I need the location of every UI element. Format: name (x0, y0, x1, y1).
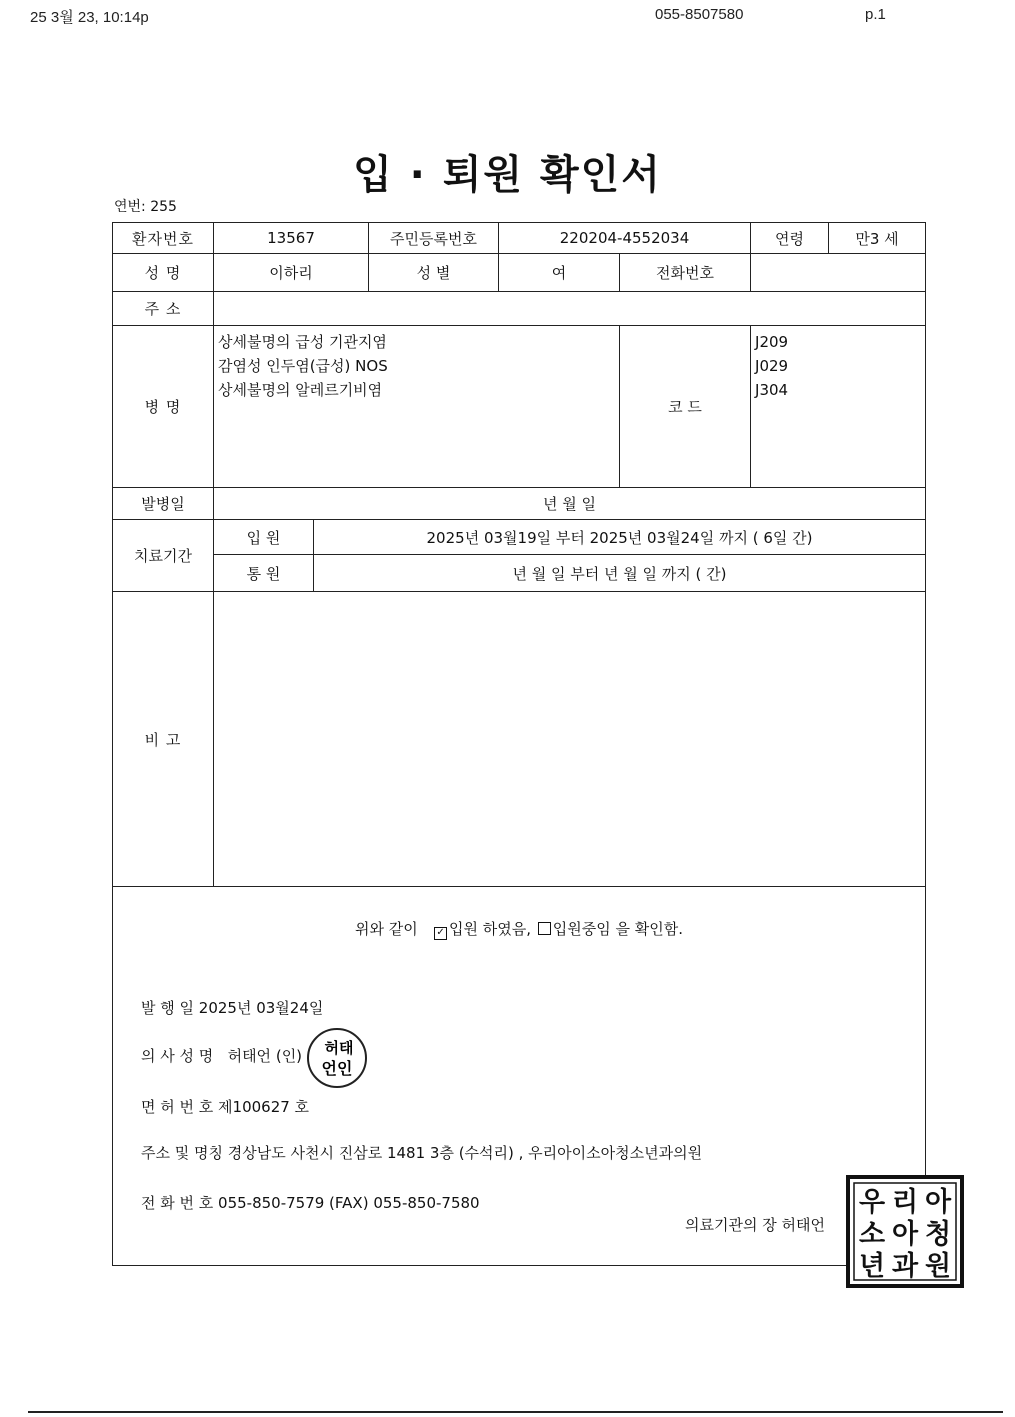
check-mark-icon: ✓ (436, 927, 445, 938)
seal-mark: (인) (275, 1047, 303, 1065)
document-title: 입 · 퇴원 확인서 (353, 152, 662, 198)
label-name: 성 명 (113, 254, 214, 292)
row-address (113, 292, 926, 326)
label-age: 연령 (751, 223, 829, 254)
label-disease: 병 명 (113, 326, 214, 488)
fax-phone: 055-8507580 (655, 6, 744, 23)
certification-section (112, 886, 926, 1266)
diagnosis-code: J304 (755, 381, 789, 399)
row-patient-info (113, 223, 926, 254)
diagnosis-name: 상세불명의 알레르기비염 (218, 381, 383, 399)
row-disease (113, 326, 926, 488)
svg-text:아: 아 (924, 1187, 952, 1218)
fax-page: p.1 (865, 6, 886, 23)
label-phone: 전화번호 (620, 254, 751, 292)
label-outpatient: 통 원 (214, 555, 314, 592)
label-onset: 발병일 (113, 488, 214, 520)
svg-text:아: 아 (891, 1219, 919, 1250)
label-code: 코 드 (620, 326, 751, 488)
label-sex: 성 별 (369, 254, 499, 292)
diagnosis-name: 감염성 인두염(급성) NOS (218, 357, 388, 375)
checked-checkbox (434, 927, 447, 940)
value-age: 만3 세 (829, 223, 926, 254)
doctor-name-line (141, 1045, 302, 1066)
value-address (214, 292, 926, 326)
value-patient-no: 13567 (214, 223, 369, 254)
value-remarks (214, 592, 926, 887)
label-inpatient: 입 원 (214, 520, 314, 555)
label-resident-no: 주민등록번호 (369, 223, 499, 254)
row-outpatient (113, 555, 926, 592)
value-outpatient-period: 년 월 일 부터 년 월 일 까지 ( 간) (314, 555, 926, 592)
value-name: 이하리 (214, 254, 369, 292)
doctor-name: 허태언 (227, 1047, 272, 1065)
label-remarks: 비 고 (113, 592, 214, 887)
license-number: 면 허 번 호 제100627 호 (141, 1098, 310, 1116)
svg-text:소: 소 (858, 1219, 886, 1250)
fax-datetime: 25 3월 23, 10:14p (30, 9, 149, 26)
svg-text:언인: 언인 (321, 1059, 353, 1078)
diagnosis-code: J029 (755, 357, 789, 375)
confirm-option-inpatient: 입원중임 을 확인함. (552, 920, 684, 938)
row-name (113, 254, 926, 292)
issue-date: 발 행 일 2025년 03월24일 (141, 999, 324, 1017)
label-patient-no: 환자번호 (113, 223, 214, 254)
code-list (751, 326, 926, 488)
label-treatment-period: 치료기간 (113, 520, 214, 592)
value-inpatient-period: 2025년 03월19일 부터 2025년 03월24일 까지 ( 6일 간) (314, 520, 926, 555)
row-inpatient (113, 520, 926, 555)
confirm-prefix: 위와 같이 (354, 920, 418, 938)
svg-text:허태: 허태 (324, 1039, 354, 1057)
svg-text:년: 년 (858, 1251, 886, 1282)
doctor-seal-icon (301, 1026, 373, 1090)
svg-text:원: 원 (924, 1251, 952, 1282)
diagnosis-name: 상세불명의 급성 기관지염 (218, 333, 387, 351)
clinic-stamp-icon (846, 1175, 964, 1288)
label-address: 주 소 (113, 292, 214, 326)
svg-text:우: 우 (858, 1187, 886, 1218)
clinic-phone: 전 화 번 호 055-850-7579 (FAX) 055-850-7580 (141, 1194, 480, 1212)
value-resident-no: 220204-4552034 (499, 223, 751, 254)
institution-head: 의료기관의 장 허태언 (685, 1216, 825, 1234)
svg-text:과: 과 (891, 1251, 919, 1282)
row-remarks (113, 592, 926, 887)
unchecked-checkbox (538, 922, 551, 935)
value-onset: 년 월 일 (214, 488, 926, 520)
diagnosis-list (214, 326, 620, 488)
certificate-form-table (112, 222, 926, 887)
confirm-option-admitted: 입원 하였음, (449, 920, 532, 938)
diagnosis-code: J209 (755, 333, 789, 351)
value-phone (751, 254, 926, 292)
doctor-name-label: 의 사 성 명 (141, 1047, 214, 1065)
svg-text:청: 청 (924, 1219, 952, 1250)
confirmation-statement (113, 918, 925, 940)
value-sex: 여 (499, 254, 620, 292)
svg-text:리: 리 (891, 1187, 919, 1218)
row-onset (113, 488, 926, 520)
page-bottom-divider (28, 1411, 1003, 1413)
serial-number: 연번: 255 (114, 199, 177, 215)
clinic-address: 주소 및 명칭 경상남도 사천시 진삼로 1481 3층 (수석리) , 우리아이소아청소년과의원 (141, 1144, 703, 1162)
